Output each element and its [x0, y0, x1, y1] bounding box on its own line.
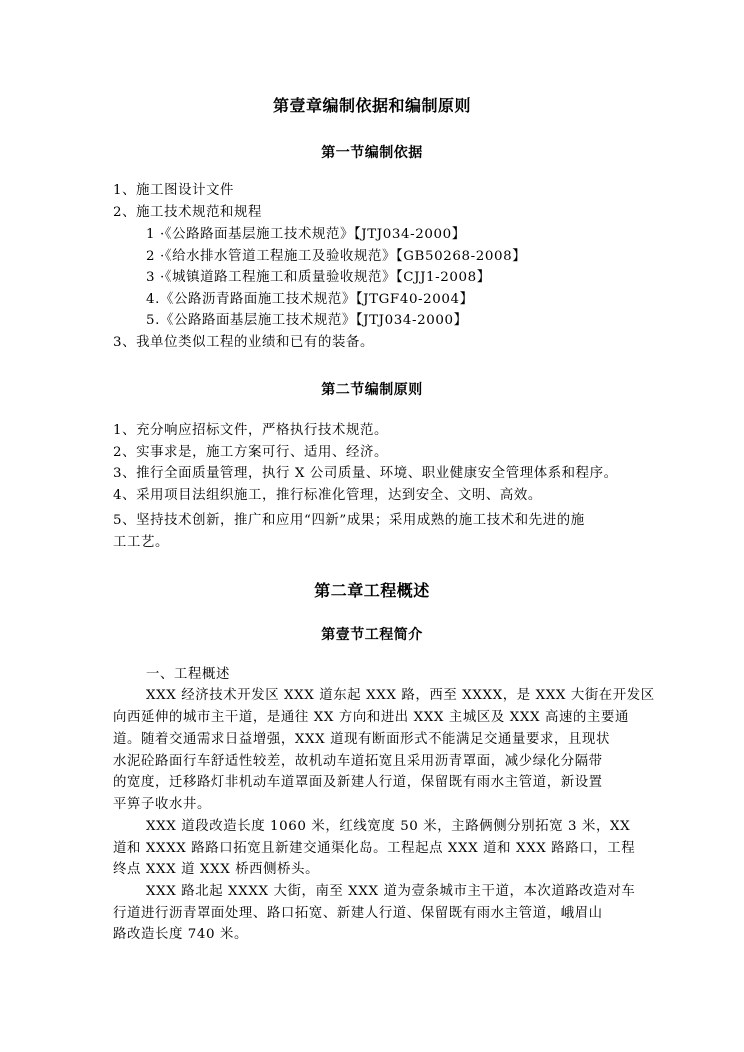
paragraph-line: 平箅子收水井。 [113, 797, 211, 812]
list-item: 5、坚持技术创新，推广和应用“四新”成果；采用成熟的施工技术和先进的施 [113, 513, 585, 528]
list-sub-item: 4.《公路沥青路面施工技术规范》【JTGF40-2004】 [146, 292, 474, 307]
paragraph-line: 的宽度，迁移路灯非机动车道罩面及新建人行道，保留既有雨水主管道，新设置 [113, 775, 603, 790]
list-sub-item: 2 ·《给水排水管道工程施工及验收规范》【GB50268-2008】 [146, 249, 527, 264]
list-sub-item: 1 ·《公路路面基层施工技术规范》【JTJ034-2000】 [146, 227, 466, 242]
paragraph-line: XXX 路北起 XXXX 大街，南至 XXX 道为壹条城市主干道，本次道路改造对车 [146, 884, 636, 899]
paragraph-line: 路改造长度 740 米。 [113, 927, 249, 942]
section-1-1-title: 第一节编制依据 [321, 145, 423, 161]
list-item: 1、施工图设计文件 [113, 183, 235, 198]
section-1-2-title: 第二节编制原则 [321, 382, 423, 398]
paragraph-line: 道。随着交通需求日益增强，XXX 道现有断面形式不能满足交通量要求，且现状 [113, 732, 610, 747]
list-sub-item: 5.《公路路面基层施工技术规范》【JTJ034-2000】 [146, 313, 468, 328]
paragraph-line: 道和 XXXX 路路口拓宽且新建交通渠化岛。工程起点 XXX 道和 XXX 路路口，工程 [113, 841, 636, 856]
paragraph-line: XXX 道段改造长度 1060 米，红线宽度 50 米，主路俩侧分别拓宽 3 米，XX [146, 819, 631, 834]
subheading: 一、工程概述 [146, 667, 230, 682]
section-2-1-title: 第壹节工程简介 [321, 627, 423, 643]
paragraph-line: 行道进行沥青罩面处理、路口拓宽、新建人行道、保留既有雨水主管道，峨眉山 [113, 906, 603, 921]
list-item-continuation: 工工艺。 [113, 535, 169, 550]
list-item: 2、施工技术规范和规程 [113, 205, 263, 220]
list-item: 1、充分响应招标文件，严格执行技术规范。 [113, 423, 388, 438]
list-item: 3、我单位类似工程的业绩和已有的装备。 [113, 335, 374, 350]
chapter-1-title: 第壹章编制依据和编制原则 [272, 96, 471, 115]
list-item: 4、采用项目法组织施工，推行标准化管理，达到安全、文明、高效。 [113, 488, 542, 503]
paragraph-line: XXX 经济技术开发区 XXX 道东起 XXX 路，西至 XXXX，是 XXX 大街在开发区 [146, 688, 655, 703]
paragraph-line: 终点 XXX 道 XXX 桥西侧桥头。 [113, 862, 320, 877]
paragraph-line: 水泥砼路面行车舒适性较差，故机动车道拓宽且采用沥青罩面，减少绿化分隔带 [113, 754, 603, 769]
list-item: 2、实事求是，施工方案可行、适用、经济。 [113, 445, 388, 460]
list-sub-item: 3 ·《城镇道路工程施工和质量验收规范》【CJJ1-2008】 [146, 270, 491, 285]
chapter-2-title: 第二章工程概述 [314, 581, 430, 600]
paragraph-line: 向西延伸的城市主干道，是通往 XX 方向和进出 XXX 主城区及 XXX 高速的主要通 [113, 710, 629, 725]
list-item: 3、推行全面质量管理，执行 X 公司质量、环境、职业健康安全管理体系和程序。 [113, 466, 618, 481]
